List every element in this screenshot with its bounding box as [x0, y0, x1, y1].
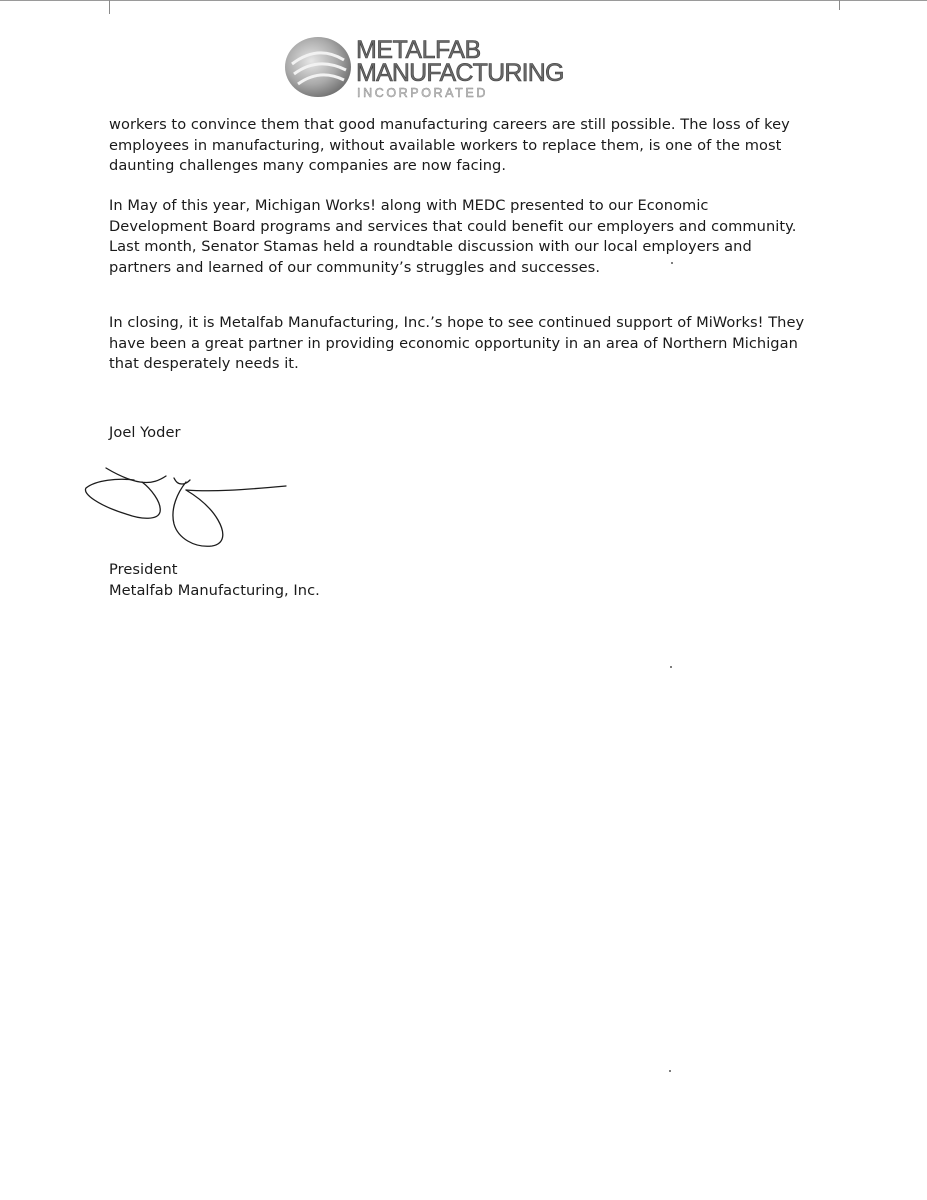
logo-line-1: METALFAB: [356, 36, 481, 64]
signature-icon: [82, 462, 292, 552]
scan-speck: [670, 666, 672, 668]
paragraph-michigan-works: In May of this year, Michigan Works! along with MEDC presented to our Economic Development Board programs and services that could benefit our employers and community. Last month, Senator Stamas held a roundtable discussion with our local employers and partners and learned of our community’s struggles and successes.: [109, 197, 797, 276]
scan-speck: [671, 262, 673, 264]
signer-title: President: [109, 561, 178, 578]
signer-company: Metalfab Manufacturing, Inc.: [109, 581, 320, 599]
paragraph-workforce: workers to convince them that good manufacturing careers are still possible. The loss of key employees in manufacturing, without available workers to replace them, is one of the most daunting challenges many companies are now facing.: [109, 116, 790, 175]
scan-top-edge: [0, 0, 927, 1]
logo-line-3: INCORPORATED: [357, 86, 488, 100]
company-logo: [284, 34, 604, 100]
logo-emblem-icon: [284, 34, 604, 100]
signer-name: Joel Yoder: [109, 424, 181, 441]
signature: [82, 462, 292, 552]
scan-mark-left: [109, 0, 110, 14]
logo-line-2: MANUFACTURING: [356, 59, 564, 87]
scan-mark-right: [839, 0, 840, 10]
signer-title-block: [109, 560, 809, 601]
scan-speck: [669, 1070, 671, 1072]
paragraph-closing: In closing, it is Metalfab Manufacturing, Inc.’s hope to see continued support of MiWorks! They have been a great partner in providing economic opportunity in an area of Northern Michigan that desperately needs it.: [109, 314, 805, 373]
